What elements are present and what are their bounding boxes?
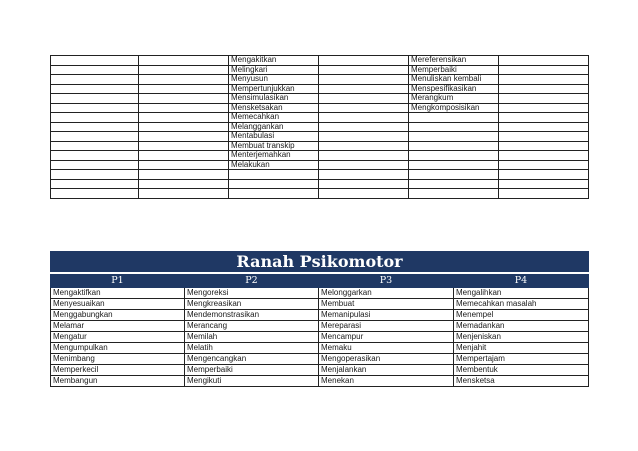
table-cell: Mentabulasi — [229, 132, 319, 142]
table-cell: Mengkreasikan — [185, 299, 319, 310]
table-cell — [51, 56, 139, 66]
psikomotor-table-body — [51, 288, 589, 387]
table-cell — [51, 103, 139, 113]
table-cell: Memaku — [319, 343, 454, 354]
table-row — [51, 170, 589, 180]
table-cell — [319, 189, 409, 199]
table-cell: Mempertunjukkan — [229, 84, 319, 94]
table-cell: Mendemonstrasikan — [185, 310, 319, 321]
table-cell: Mengoreksi — [185, 288, 319, 299]
table-cell — [51, 141, 139, 151]
table-cell: Mensketsa — [454, 376, 589, 387]
table-row — [51, 189, 589, 199]
table-cell: Membentuk — [454, 365, 589, 376]
table-cell: Melanggankan — [229, 122, 319, 132]
table-cell — [499, 170, 589, 180]
table-cell: Menyesuaikan — [51, 299, 185, 310]
table-cell — [499, 189, 589, 199]
table-cell — [139, 65, 229, 75]
table-cell — [229, 179, 319, 189]
table-cell — [319, 132, 409, 142]
table-row — [51, 151, 589, 161]
table-cell — [139, 75, 229, 85]
table-row — [51, 332, 589, 343]
table-cell: Menuliskan kembali — [409, 75, 499, 85]
table-row — [51, 321, 589, 332]
table-cell: Mengkomposisikan — [409, 103, 499, 113]
table-cell — [51, 84, 139, 94]
table-cell: Mengencangkan — [185, 354, 319, 365]
table-cell: Mengikuti — [185, 376, 319, 387]
table-cell — [409, 179, 499, 189]
table-cell: Mencampur — [319, 332, 454, 343]
table-cell — [139, 170, 229, 180]
table-cell — [139, 179, 229, 189]
table-cell — [319, 151, 409, 161]
table-cell — [499, 160, 589, 170]
table-cell — [409, 132, 499, 142]
table-cell — [319, 113, 409, 123]
table-cell — [319, 84, 409, 94]
verb-table — [50, 55, 589, 199]
table-cell — [499, 141, 589, 151]
table-row — [51, 179, 589, 189]
table-row — [51, 310, 589, 321]
column-header-p1: P1 — [51, 273, 185, 288]
table-cell — [51, 65, 139, 75]
table-cell — [499, 151, 589, 161]
table-cell — [51, 122, 139, 132]
table-cell — [139, 132, 229, 142]
table-cell: Menimbang — [51, 354, 185, 365]
table-cell: Melamar — [51, 321, 185, 332]
table-cell — [319, 75, 409, 85]
column-header-p3: P3 — [319, 273, 454, 288]
table-cell — [139, 189, 229, 199]
table-cell — [51, 113, 139, 123]
table-cell — [499, 103, 589, 113]
table-cell: Mensketsakan — [229, 103, 319, 113]
table-cell — [409, 113, 499, 123]
table-row — [51, 288, 589, 299]
table-cell: Menyusun — [229, 75, 319, 85]
table-cell — [319, 94, 409, 104]
table-cell: Menjeniskan — [454, 332, 589, 343]
table-cell: Membuat — [319, 299, 454, 310]
table-row — [51, 141, 589, 151]
table-cell — [139, 141, 229, 151]
table-cell — [409, 160, 499, 170]
table-cell — [139, 56, 229, 66]
table-cell: Memilah — [185, 332, 319, 343]
table-title: Ranah Psikomotor — [51, 252, 589, 274]
table-cell: Memecahkan masalah — [454, 299, 589, 310]
table-cell — [319, 65, 409, 75]
table-cell — [499, 113, 589, 123]
column-header-p2: P2 — [185, 273, 319, 288]
table-cell — [409, 151, 499, 161]
table-cell: Merangkum — [409, 94, 499, 104]
verb-table-body — [51, 56, 589, 199]
table-cell: Mengalihkan — [454, 288, 589, 299]
table-row — [51, 365, 589, 376]
table-cell — [319, 179, 409, 189]
table-cell: Menggabungkan — [51, 310, 185, 321]
table-cell: Menspesifikasikan — [409, 84, 499, 94]
table-cell: Menjahit — [454, 343, 589, 354]
table-cell: Menjalankan — [319, 365, 454, 376]
table-cell: Mengoperasikan — [319, 354, 454, 365]
table-cell — [51, 189, 139, 199]
table-cell — [51, 132, 139, 142]
table-cell: Mempertajam — [454, 354, 589, 365]
table-cell — [499, 132, 589, 142]
table-cell: Mengumpulkan — [51, 343, 185, 354]
table-cell — [499, 84, 589, 94]
table-cell — [499, 179, 589, 189]
table-cell: Mengakitkan — [229, 56, 319, 66]
table-cell: Memperkecil — [51, 365, 185, 376]
table-cell: Memadankan — [454, 321, 589, 332]
table-cell: Melakukan — [229, 160, 319, 170]
table-cell: Mereferensikan — [409, 56, 499, 66]
table-cell — [499, 65, 589, 75]
table-cell — [139, 84, 229, 94]
table-cell — [51, 75, 139, 85]
table-cell: Mengaktifkan — [51, 288, 185, 299]
table-cell — [139, 103, 229, 113]
table-row — [51, 343, 589, 354]
table-cell — [229, 170, 319, 180]
table-row — [51, 299, 589, 310]
table-cell — [319, 170, 409, 180]
table-row — [51, 354, 589, 365]
table-cell: Menekan — [319, 376, 454, 387]
table-row — [51, 122, 589, 132]
table-row — [51, 84, 589, 94]
table-cell — [499, 122, 589, 132]
table-cell — [409, 189, 499, 199]
table-cell — [409, 170, 499, 180]
table-cell: Memperbaiki — [185, 365, 319, 376]
table-cell: Mensimulasikan — [229, 94, 319, 104]
table-cell: Mengatur — [51, 332, 185, 343]
table-cell — [499, 94, 589, 104]
column-header-p4: P4 — [454, 273, 589, 288]
table-cell — [409, 122, 499, 132]
table-cell: Melonggarkan — [319, 288, 454, 299]
table-cell — [51, 170, 139, 180]
table-row — [51, 56, 589, 66]
table-cell: Mereparasi — [319, 321, 454, 332]
table-cell: Membuat transkip — [229, 141, 319, 151]
psikomotor-table — [50, 251, 589, 387]
table-row — [51, 132, 589, 142]
table-cell: Memecahkan — [229, 113, 319, 123]
table-cell — [139, 94, 229, 104]
table-cell — [139, 113, 229, 123]
table-cell — [319, 160, 409, 170]
table-cell: Membangun — [51, 376, 185, 387]
table-cell — [51, 94, 139, 104]
table-cell: Menempel — [454, 310, 589, 321]
table-cell — [499, 56, 589, 66]
table-cell: Menterjemahkan — [229, 151, 319, 161]
table-cell — [51, 151, 139, 161]
table-row — [51, 113, 589, 123]
table-cell — [229, 189, 319, 199]
table-cell: Melatih — [185, 343, 319, 354]
table-cell — [319, 103, 409, 113]
table-cell: Memanipulasi — [319, 310, 454, 321]
table-row — [51, 65, 589, 75]
table-cell — [139, 160, 229, 170]
table-cell: Melingkari — [229, 65, 319, 75]
table-row — [51, 160, 589, 170]
table-cell: Memperbaiki — [409, 65, 499, 75]
table-cell — [319, 56, 409, 66]
table-cell — [51, 160, 139, 170]
table-row — [51, 103, 589, 113]
table-cell — [139, 151, 229, 161]
table-row — [51, 75, 589, 85]
table-cell — [319, 141, 409, 151]
table-cell — [51, 179, 139, 189]
table-cell: Merancang — [185, 321, 319, 332]
table-cell — [139, 122, 229, 132]
table-cell — [409, 141, 499, 151]
table-row — [51, 376, 589, 387]
table-cell — [499, 75, 589, 85]
table-row — [51, 94, 589, 104]
table-cell — [319, 122, 409, 132]
